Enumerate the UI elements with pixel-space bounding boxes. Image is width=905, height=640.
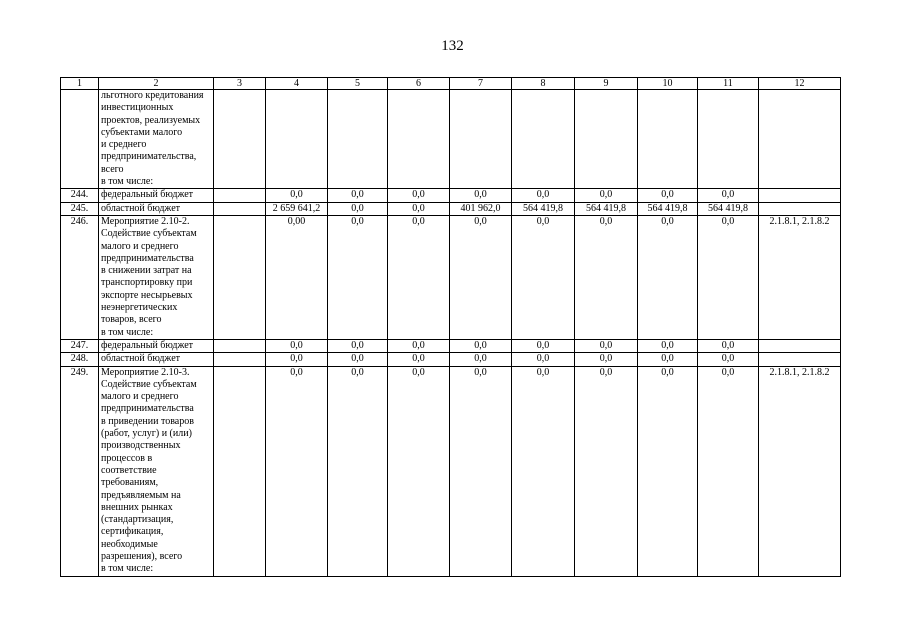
cell-col6: 0,0 (388, 339, 450, 352)
cell-col12: 2.1.8.1, 2.1.8.2 (759, 366, 841, 576)
row-index: 247. (61, 339, 99, 352)
cell-col7: 401 962,0 (450, 202, 512, 215)
table-row (61, 366, 841, 576)
column-number: 1 (61, 78, 99, 90)
cell-col10: 0,0 (638, 189, 698, 202)
row-index: 245. (61, 202, 99, 215)
cell-col3 (214, 202, 266, 215)
cell-col10: 564 419,8 (638, 202, 698, 215)
cell-col3 (214, 215, 266, 339)
cell-col12 (759, 339, 841, 352)
cell-col8: 0,0 (512, 366, 575, 576)
row-index: 249. (61, 366, 99, 576)
cell-col9 (575, 90, 638, 189)
row-name: областной бюджет (99, 353, 214, 366)
cell-col5: 0,0 (328, 339, 388, 352)
cell-col7: 0,0 (450, 353, 512, 366)
cell-col7: 0,0 (450, 189, 512, 202)
cell-col5: 0,0 (328, 353, 388, 366)
cell-col9: 0,0 (575, 366, 638, 576)
cell-col6: 0,0 (388, 353, 450, 366)
cell-col9: 0,0 (575, 215, 638, 339)
row-name: федеральный бюджет (99, 189, 214, 202)
cell-col5: 0,0 (328, 366, 388, 576)
column-number: 6 (388, 78, 450, 90)
cell-col10 (638, 90, 698, 189)
cell-col9: 0,0 (575, 189, 638, 202)
cell-col3 (214, 353, 266, 366)
cell-col8: 0,0 (512, 215, 575, 339)
table-row (61, 353, 841, 366)
cell-col4: 0,00 (266, 215, 328, 339)
cell-col6: 0,0 (388, 189, 450, 202)
cell-col6: 0,0 (388, 215, 450, 339)
column-number: 8 (512, 78, 575, 90)
cell-col8: 564 419,8 (512, 202, 575, 215)
row-name: Мероприятие 2.10-3. Содействие субъектам малого и среднего предпринимательства в приведении товаров (работ, услуг) и (или) производственных процессов в соответствие требованиям, предъявляемым на внешних рынках (стандартизация, сертификация, необходимые разрешения), всего в том числе: (99, 366, 214, 576)
table-row (61, 90, 841, 189)
cell-col6: 0,0 (388, 366, 450, 576)
cell-col4 (266, 90, 328, 189)
cell-col7: 0,0 (450, 339, 512, 352)
cell-col11: 0,0 (698, 339, 759, 352)
cell-col4: 0,0 (266, 189, 328, 202)
row-index: 248. (61, 353, 99, 366)
column-number: 3 (214, 78, 266, 90)
cell-col11: 0,0 (698, 353, 759, 366)
cell-col5: 0,0 (328, 215, 388, 339)
cell-col10: 0,0 (638, 366, 698, 576)
cell-col9: 0,0 (575, 339, 638, 352)
cell-col3 (214, 366, 266, 576)
cell-col10: 0,0 (638, 353, 698, 366)
table-row (61, 189, 841, 202)
cell-col11: 564 419,8 (698, 202, 759, 215)
row-name: федеральный бюджет (99, 339, 214, 352)
column-number-row (61, 78, 841, 90)
cell-col11: 0,0 (698, 215, 759, 339)
row-name: областной бюджет (99, 202, 214, 215)
cell-col12: 2.1.8.1, 2.1.8.2 (759, 215, 841, 339)
cell-col3 (214, 90, 266, 189)
budget-table (60, 77, 841, 577)
cell-col4: 0,0 (266, 366, 328, 576)
cell-col9: 564 419,8 (575, 202, 638, 215)
cell-col3 (214, 339, 266, 352)
column-number: 7 (450, 78, 512, 90)
cell-col5 (328, 90, 388, 189)
cell-col11 (698, 90, 759, 189)
cell-col8: 0,0 (512, 339, 575, 352)
cell-col7: 0,0 (450, 215, 512, 339)
column-number: 11 (698, 78, 759, 90)
table-row (61, 202, 841, 215)
cell-col12 (759, 202, 841, 215)
cell-col11: 0,0 (698, 366, 759, 576)
cell-col11: 0,0 (698, 189, 759, 202)
cell-col3 (214, 189, 266, 202)
table-row (61, 215, 841, 339)
row-name: льготного кредитования инвестиционных проектов, реализуемых субъектами малого и среднего предпринимательства, всего в том числе: (99, 90, 214, 189)
cell-col5: 0,0 (328, 189, 388, 202)
cell-col5: 0,0 (328, 202, 388, 215)
cell-col8 (512, 90, 575, 189)
cell-col8: 0,0 (512, 189, 575, 202)
cell-col7: 0,0 (450, 366, 512, 576)
cell-col12 (759, 353, 841, 366)
cell-col12 (759, 189, 841, 202)
row-index (61, 90, 99, 189)
row-index: 244. (61, 189, 99, 202)
column-number: 9 (575, 78, 638, 90)
column-number: 5 (328, 78, 388, 90)
cell-col4: 0,0 (266, 353, 328, 366)
column-number: 12 (759, 78, 841, 90)
cell-col6: 0,0 (388, 202, 450, 215)
table-row (61, 339, 841, 352)
row-name: Мероприятие 2.10-2. Содействие субъектам малого и среднего предпринимательства в снижении затрат на транспортировку при экспорте несырьевых неэнергетических товаров, всего в том числе: (99, 215, 214, 339)
page-number: 132 (441, 38, 464, 54)
cell-col12 (759, 90, 841, 189)
cell-col6 (388, 90, 450, 189)
cell-col10: 0,0 (638, 215, 698, 339)
cell-col4: 2 659 641,2 (266, 202, 328, 215)
cell-col8: 0,0 (512, 353, 575, 366)
column-number: 4 (266, 78, 328, 90)
cell-col9: 0,0 (575, 353, 638, 366)
row-index: 246. (61, 215, 99, 339)
column-number: 10 (638, 78, 698, 90)
cell-col4: 0,0 (266, 339, 328, 352)
cell-col10: 0,0 (638, 339, 698, 352)
column-number: 2 (99, 78, 214, 90)
cell-col7 (450, 90, 512, 189)
